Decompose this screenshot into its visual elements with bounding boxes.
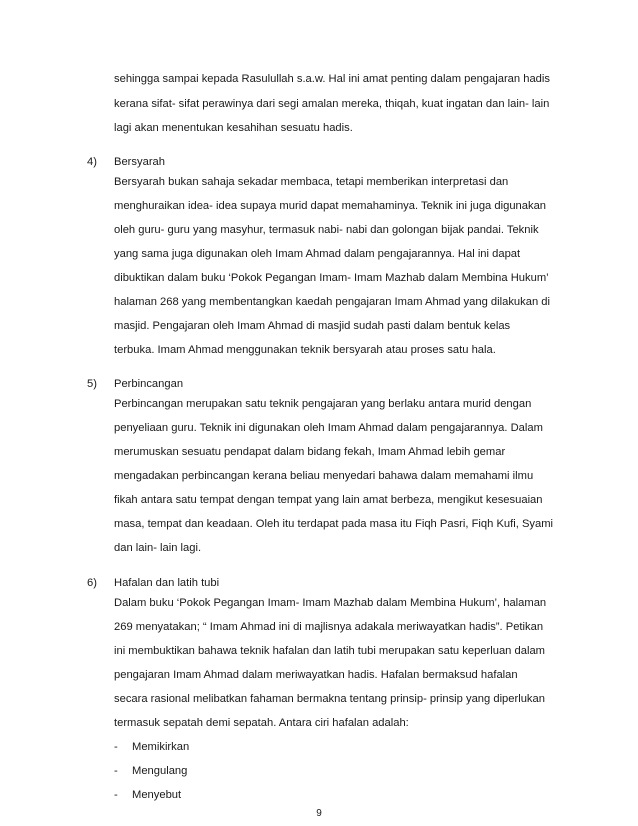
paragraph-line: merumuskan sesuatu pendapat dalam bidang fekah, Imam Ahmad lebih gemar — [114, 446, 506, 458]
paragraph-line: fikah antara satu tempat dengan tempat yang lain amat berbeza, mengikut kesesuaian — [114, 494, 543, 506]
paragraph-line: dibuktikan dalam buku ‘Pokok Pegangan Imam- Imam Mazhab dalam Membina Hukum’ — [114, 272, 549, 284]
bullet-marker: - — [114, 741, 118, 753]
section-number: 5) — [87, 378, 97, 390]
paragraph-line: masjid. Pengajaran oleh Imam Ahmad di masjid sudah pasti dalam bentuk kelas — [114, 320, 511, 332]
section-heading: Bersyarah — [114, 156, 165, 168]
section-heading: Perbincangan — [114, 378, 184, 390]
page-number: 9 — [316, 808, 322, 819]
paragraph-line: masa, tempat dan keadaan. Oleh itu terdapat pada masa itu Fiqh Pasri, Fiqh Kufi, Syami — [114, 518, 554, 530]
paragraph-line: Dalam buku ‘Pokok Pegangan Imam- Imam Mazhab dalam Membina Hukum’, halaman — [114, 597, 547, 609]
paragraph-line: terbuka. Imam Ahmad menggunakan teknik bersyarah atau proses satu hala. — [114, 344, 496, 356]
section-heading: Hafalan dan latih tubi — [114, 577, 220, 589]
paragraph-line: oleh guru- guru yang masyhur, termasuk nabi- nabi dan golongan bijak pandai. Teknik — [114, 224, 539, 236]
paragraph-line: secara rasional melibatkan fahaman bermakna tentang prinsip- prinsip yang diperlukan — [114, 693, 545, 705]
paragraph-line: 269 menyatakan; “ Imam Ahmad ini di majlisnya adakala meriwayatkan hadis”. Petikan — [114, 621, 544, 633]
intro-line: kerana sifat- sifat perawinya dari segi amalan mereka, thiqah, kuat ingatan dan lain- lain — [114, 98, 550, 110]
paragraph-line: menghuraikan idea- idea supaya murid dapat memahaminya. Teknik ini juga digunakan — [114, 200, 547, 212]
section-number: 6) — [87, 577, 97, 589]
paragraph-line: mengadakan perbincangan kerana beliau menyedari bahawa dalam memahami ilmu — [114, 470, 534, 482]
bullet-marker: - — [114, 789, 118, 801]
intro-line: sehingga sampai kepada Rasulullah s.a.w. Hal ini amat penting dalam pengajaran hadis — [114, 73, 550, 85]
paragraph-line: halaman 268 yang membentangkan kaedah pengajaran Imam Ahmad yang dilakukan di — [114, 296, 550, 308]
bullet-marker: - — [114, 765, 118, 777]
paragraph-line: Perbincangan merupakan satu teknik pengajaran yang berlaku antara murid dengan — [114, 398, 532, 410]
paragraph-line: pengajaran Imam Ahmad dalam meriwayatkan hadis. Hafalan bermaksud hafalan — [114, 669, 518, 681]
paragraph-line: Bersyarah bukan sahaja sekadar membaca, tetapi memberikan interpretasi dan — [114, 176, 509, 188]
paragraph-line: yang sama juga digunakan oleh Imam Ahmad dalam pengajarannya. Hal ini dapat — [114, 248, 521, 260]
intro-line: lagi akan menentukan kesahihan sesuatu hadis. — [114, 122, 353, 134]
bullet-item: Memikirkan — [132, 741, 190, 753]
paragraph-line: ini membuktikan bahawa teknik hafalan dan latih tubi merupakan satu keperluan dalam — [114, 645, 545, 657]
paragraph-line: penyeliaan guru. Teknik ini digunakan oleh Imam Ahmad dalam pengajarannya. Dalam — [114, 422, 543, 434]
bullet-item: Menyebut — [132, 789, 182, 801]
paragraph-line: termasuk sepatah demi sepatah. Antara ciri hafalan adalah: — [114, 717, 409, 729]
bullet-item: Mengulang — [132, 765, 188, 777]
section-number: 4) — [87, 156, 97, 168]
paragraph-line: dan lain- lain lagi. — [114, 542, 202, 554]
